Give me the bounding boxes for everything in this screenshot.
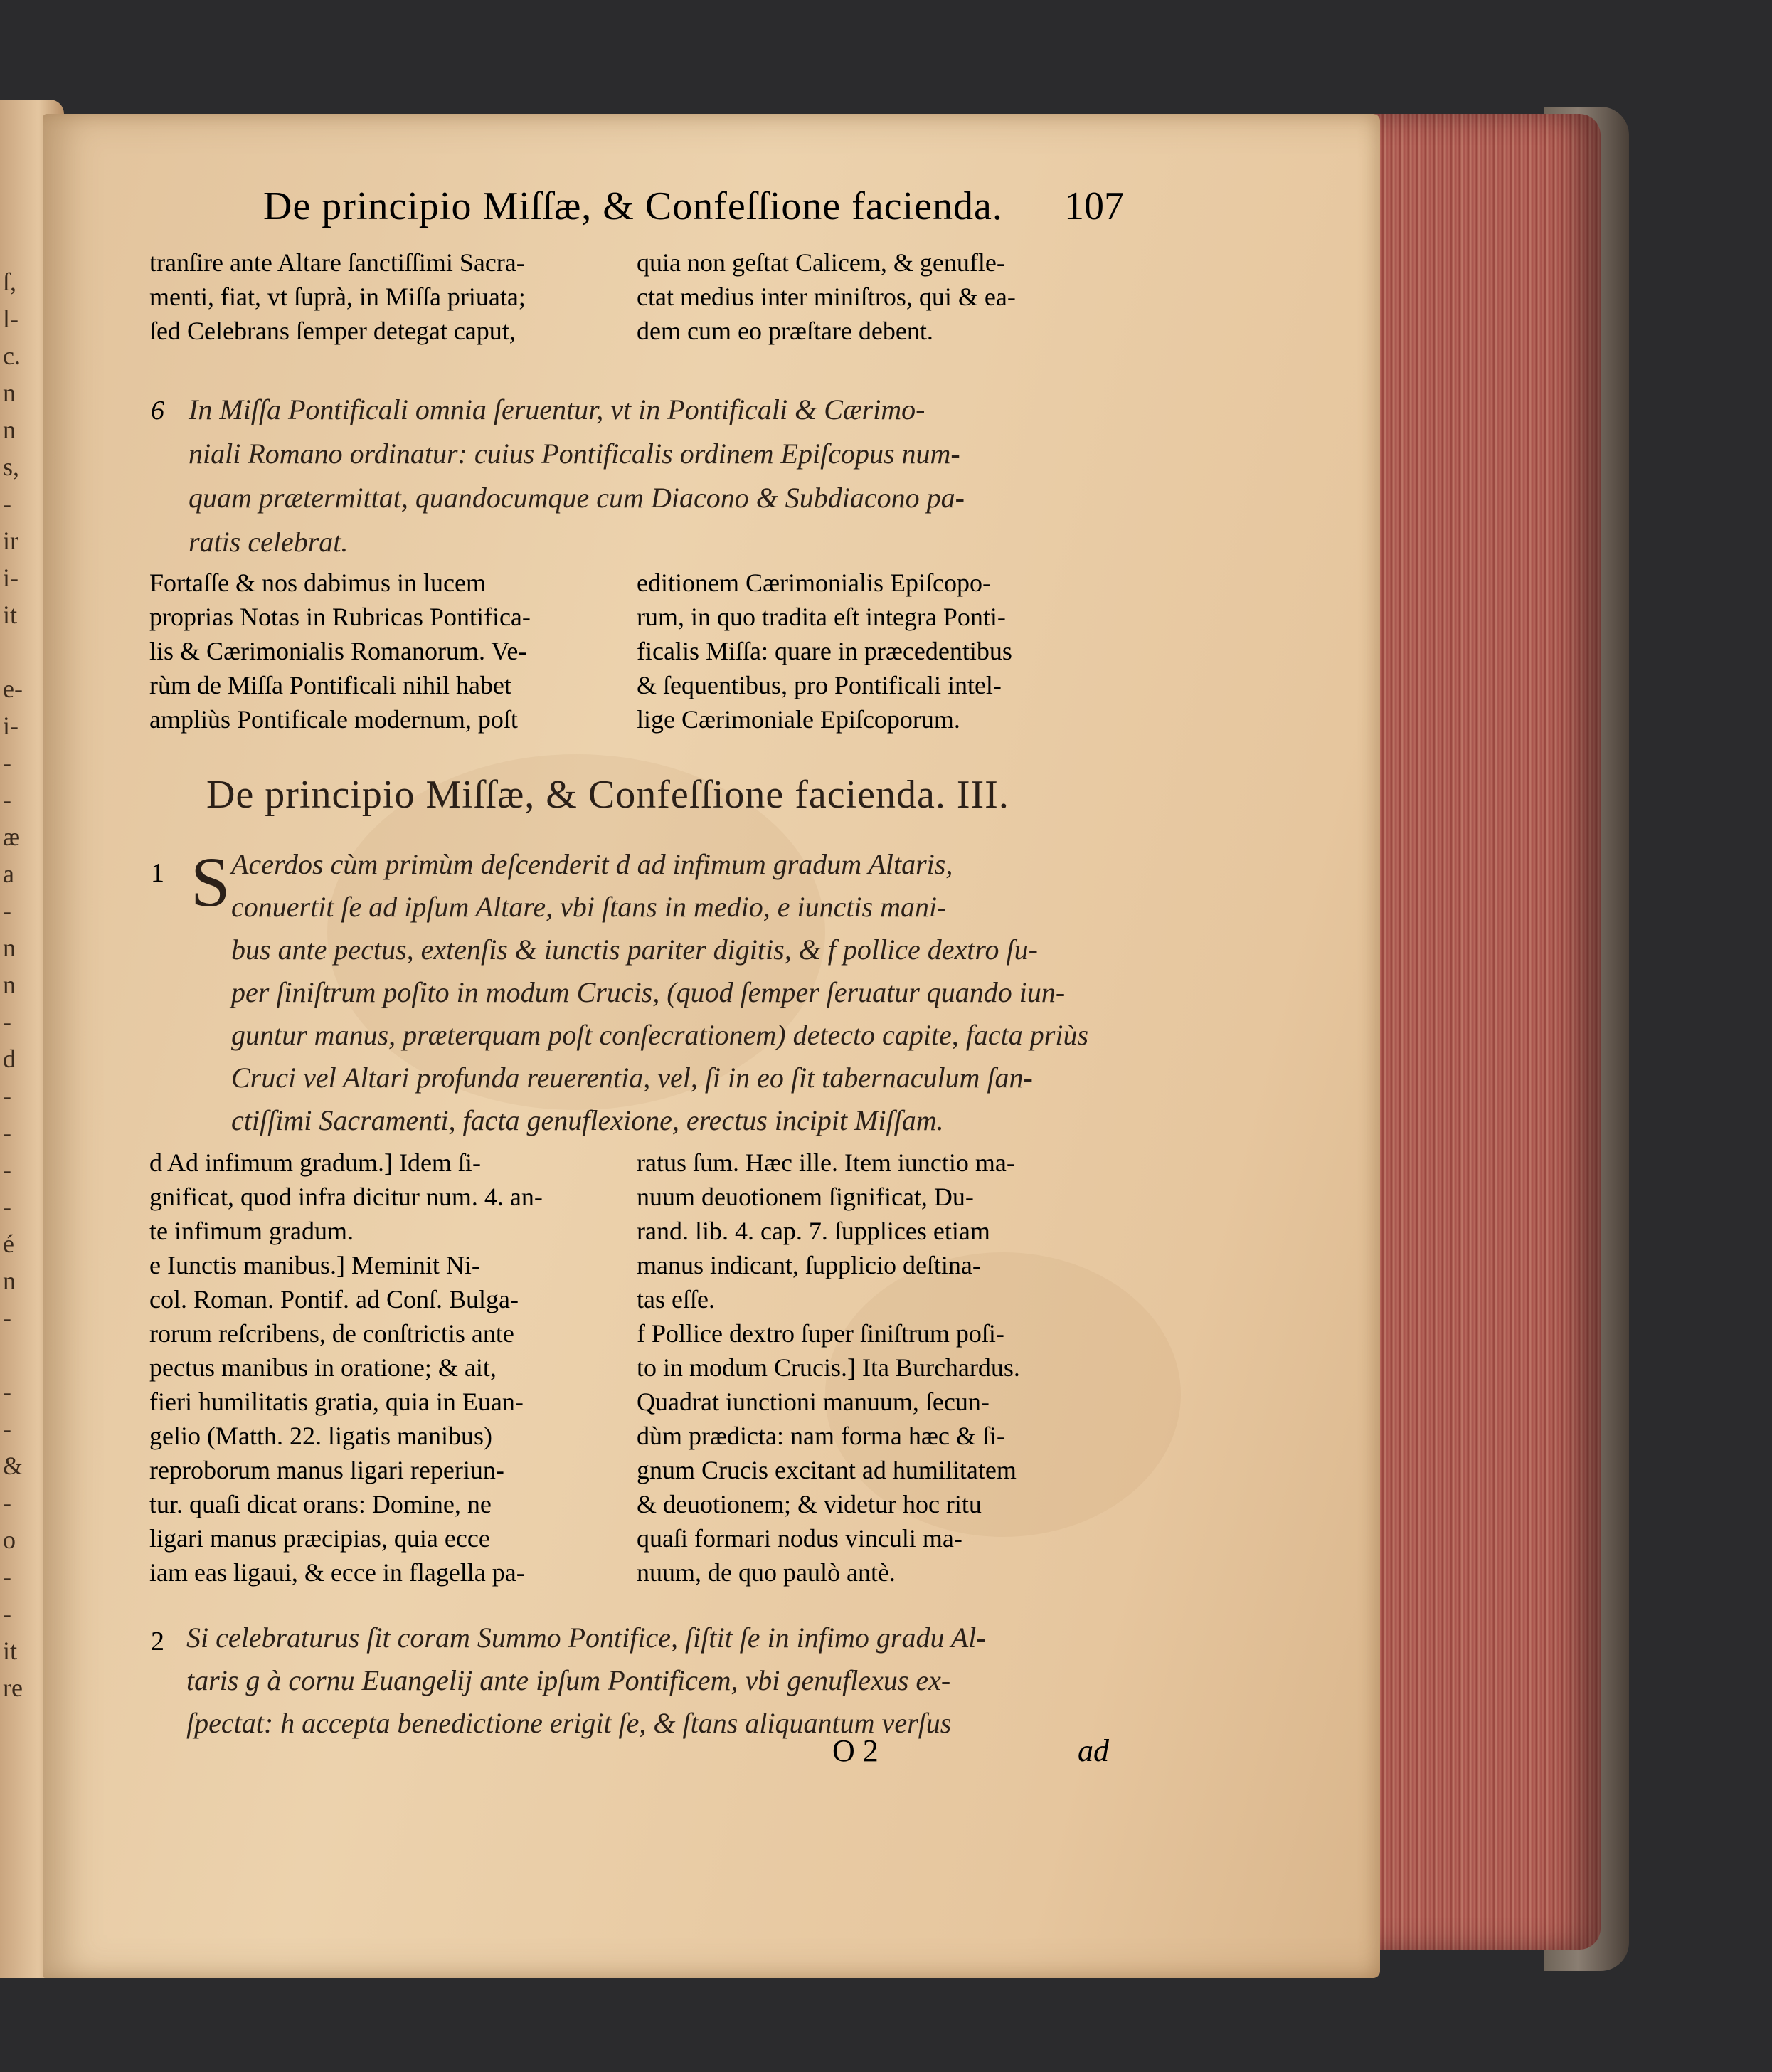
rubric-number-6: 6 bbox=[151, 396, 164, 426]
note-line: te infimum gradum. bbox=[149, 1217, 354, 1245]
margin-fragment: o bbox=[3, 1526, 16, 1554]
margin-fragment: n bbox=[3, 416, 16, 444]
rubric-number-2: 2 bbox=[151, 1627, 164, 1656]
signature-mark: O 2 bbox=[832, 1733, 879, 1768]
red-fore-edge bbox=[1344, 114, 1601, 1950]
rubric-number-1: 1 bbox=[151, 858, 164, 888]
note-line: pectus manibus in oratione; & ait, bbox=[149, 1353, 497, 1382]
margin-fragment: - bbox=[3, 1008, 11, 1036]
margin-fragment: l- bbox=[3, 305, 18, 333]
note-line: e Iunctis manibus.] Meminit Ni- bbox=[149, 1251, 480, 1279]
margin-fragment: n bbox=[3, 971, 16, 999]
margin-fragment: c. bbox=[3, 342, 21, 370]
rubric-line: Cruci vel Altari profunda reuerentia, vel, ſi in eo ſit tabernaculum ſan- bbox=[231, 1062, 1033, 1094]
margin-fragment: e- bbox=[3, 675, 23, 703]
note-line: rand. lib. 4. cap. 7. ſupplices etiam bbox=[637, 1217, 990, 1245]
note-line: dùm prædicta: nam forma hæc & ſi- bbox=[637, 1422, 1005, 1450]
text-line: ſed Celebrans ſemper detegat caput, bbox=[149, 317, 516, 345]
note-line: tur. quaſi dicat orans: Domine, ne bbox=[149, 1490, 492, 1518]
margin-fragment: i- bbox=[3, 712, 18, 740]
drop-cap: S bbox=[191, 842, 230, 921]
continued-text-right-column bbox=[637, 245, 1120, 348]
note-line: & deuotionem; & videtur hoc ritu bbox=[637, 1490, 982, 1518]
margin-fragment: - bbox=[3, 1156, 11, 1184]
text-line: rùm de Miſſa Pontificali nihil habet bbox=[149, 671, 511, 699]
notes-right-column bbox=[637, 1146, 1120, 1590]
text-line: ctat medius inter miniſtros, qui & ea- bbox=[637, 282, 1016, 311]
note-line: gnificat, quod infra dicitur num. 4. an- bbox=[149, 1183, 543, 1211]
rubric-line: ratis celebrat. bbox=[189, 526, 349, 558]
margin-fragment: re bbox=[3, 1674, 23, 1702]
margin-fragment: - bbox=[3, 749, 11, 777]
note-line: rorum reſcribens, de conſtrictis ante bbox=[149, 1319, 514, 1348]
margin-fragment: n bbox=[3, 379, 16, 407]
margin-fragment: - bbox=[3, 1304, 11, 1332]
rubric-line: Si celebraturus ſit coram Summo Pontifice, ſiſtit ſe in infimo gradu Al- bbox=[186, 1622, 986, 1654]
text-line: & ſequentibus, pro Pontificali intel- bbox=[637, 671, 1002, 699]
text-line: Fortaſſe & nos dabimus in lucem bbox=[149, 569, 486, 597]
note-line: gnum Crucis excitant ad humilitatem bbox=[637, 1456, 1017, 1484]
note-line: ratus ſum. Hæc ille. Item iunctio ma- bbox=[637, 1148, 1015, 1177]
margin-fragment: - bbox=[3, 1563, 11, 1591]
margin-fragment: ſ, bbox=[3, 268, 17, 296]
rubric-line: Acerdos cùm primùm deſcenderit d ad infimum gradum Altaris, bbox=[231, 848, 953, 880]
note-line: col. Roman. Pontif. ad Conſ. Bulga- bbox=[149, 1285, 519, 1314]
margin-fragment: s, bbox=[3, 453, 20, 481]
text-line: tranſire ante Altare ſanctiſſimi Sacra- bbox=[149, 248, 525, 277]
margin-fragment: - bbox=[3, 1119, 11, 1147]
margin-fragment: & bbox=[3, 1452, 23, 1480]
margin-fragment bbox=[3, 1336, 20, 1373]
section-heading: De principio Miſſæ, & Confeſſione facienda. III. bbox=[206, 773, 1009, 817]
rubric-line: In Miſſa Pontificali omnia ſeruentur, vt in Pontificali & Cærimo- bbox=[189, 393, 925, 426]
note-line: nuum, de quo paulò antè. bbox=[637, 1558, 896, 1587]
text-line: lige Cærimoniale Epiſcoporum. bbox=[637, 705, 960, 734]
left-margin-fragments bbox=[3, 263, 23, 1706]
rubric-line: ſpectat: h accepta benedictione erigit ſe, & ſtans aliquantum verſus bbox=[186, 1707, 952, 1739]
text-line: menti, fiat, vt ſuprà, in Miſſa priuata; bbox=[149, 282, 526, 311]
text-line: quia non geſtat Calicem, & genufle- bbox=[637, 248, 1005, 277]
note-line: quaſi formari nodus vinculi ma- bbox=[637, 1524, 962, 1553]
rubric-line: quam prætermittat, quandocumque cum Diacono & Subdiacono pa- bbox=[189, 482, 965, 514]
catchword: ad bbox=[1078, 1733, 1109, 1768]
rubric-line: conuertit ſe ad ipſum Altare, vbi ſtans in medio, e iunctis mani- bbox=[231, 891, 947, 923]
margin-fragment: ir bbox=[3, 527, 18, 555]
text-line: rum, in quo tradita eſt integra Ponti- bbox=[637, 603, 1006, 631]
margin-fragment: - bbox=[3, 1415, 11, 1443]
margin-fragment: n bbox=[3, 1267, 16, 1295]
note-line: ligari manus præcipias, quia ecce bbox=[149, 1524, 490, 1553]
text-line: ficalis Miſſa: quare in præcedentibus bbox=[637, 637, 1012, 665]
running-header bbox=[114, 184, 1124, 240]
margin-fragment bbox=[3, 633, 20, 670]
note-line: tas eſſe. bbox=[637, 1285, 715, 1314]
margin-fragment: a bbox=[3, 860, 14, 888]
text-line: ampliùs Pontificale modernum, poſt bbox=[149, 705, 518, 734]
margin-fragment: - bbox=[3, 1378, 11, 1406]
margin-fragment: it bbox=[3, 1637, 18, 1665]
margin-fragment: - bbox=[3, 490, 11, 518]
rubric-line: per ſiniſtrum poſito in modum Crucis, (quod ſemper ſeruatur quando iun- bbox=[231, 976, 1066, 1008]
rubric-line: niali Romano ordinatur: cuius Pontificalis ordinem Epiſcopus num- bbox=[189, 438, 960, 470]
notes-left-column bbox=[149, 1146, 612, 1590]
margin-fragment: n bbox=[3, 934, 16, 962]
margin-fragment: - bbox=[3, 1193, 11, 1221]
text-line: lis & Cærimonialis Romanorum. Ve- bbox=[149, 637, 527, 665]
rubric-6-text bbox=[189, 388, 1120, 564]
note-line: manus indicant, ſupplicio deſtina- bbox=[637, 1251, 981, 1279]
note-line: f Pollice dextro ſuper ſiniſtrum poſi- bbox=[637, 1319, 1004, 1348]
rubric-line: taris g à cornu Euangelij ante ipſum Pontificem, vbi genuflexus ex- bbox=[186, 1664, 951, 1696]
margin-fragment: - bbox=[3, 897, 11, 925]
rubric-line: guntur manus, præterquam poſt conſecrationem) detecto capite, facta priùs bbox=[231, 1019, 1089, 1051]
margin-fragment: æ bbox=[3, 823, 21, 851]
margin-fragment: - bbox=[3, 1082, 11, 1110]
margin-fragment: d bbox=[3, 1045, 16, 1073]
text-line: editionem Cærimonialis Epiſcopo- bbox=[637, 569, 991, 597]
commentary-6-right-column bbox=[637, 566, 1120, 736]
margin-fragment: i- bbox=[3, 564, 18, 592]
margin-fragment: - bbox=[3, 786, 11, 814]
note-line: to in modum Crucis.] Ita Burchardus. bbox=[637, 1353, 1020, 1382]
page-number: 107 bbox=[1064, 184, 1124, 228]
rubric-line: bus ante pectus, extenſis & iunctis pariter digitis, & f pollice dextro ſu- bbox=[231, 934, 1038, 966]
note-line: gelio (Matth. 22. ligatis manibus) bbox=[149, 1422, 492, 1450]
note-line: Quadrat iunctioni manuum, ſecun- bbox=[637, 1388, 990, 1416]
margin-fragment: - bbox=[3, 1489, 11, 1517]
rubric-1-text bbox=[231, 843, 1120, 1142]
commentary-6-left-column bbox=[149, 566, 612, 736]
text-line: dem cum eo præſtare debent. bbox=[637, 317, 933, 345]
rubric-2-text bbox=[186, 1617, 1122, 1745]
margin-fragment: é bbox=[3, 1230, 14, 1258]
note-line: nuum deuotionem ſignificat, Du- bbox=[637, 1183, 974, 1211]
note-line: reproborum manus ligari reperiun- bbox=[149, 1456, 504, 1484]
header-title: De principio Miſſæ, & Confeſſione facienda. bbox=[263, 184, 1003, 228]
margin-fragment: - bbox=[3, 1600, 11, 1628]
continued-text-left-column bbox=[149, 245, 612, 348]
note-line: d Ad infimum gradum.] Idem ſi- bbox=[149, 1148, 481, 1177]
text-line: proprias Notas in Rubricas Pontifica- bbox=[149, 603, 531, 631]
note-line: fieri humilitatis gratia, quia in Euan- bbox=[149, 1388, 524, 1416]
note-line: iam eas ligaui, & ecce in flagella pa- bbox=[149, 1558, 525, 1587]
margin-fragment: it bbox=[3, 601, 18, 629]
rubric-line: ctiſſimi Sacramenti, facta genuflexione, erectus incipit Miſſam. bbox=[231, 1104, 944, 1136]
